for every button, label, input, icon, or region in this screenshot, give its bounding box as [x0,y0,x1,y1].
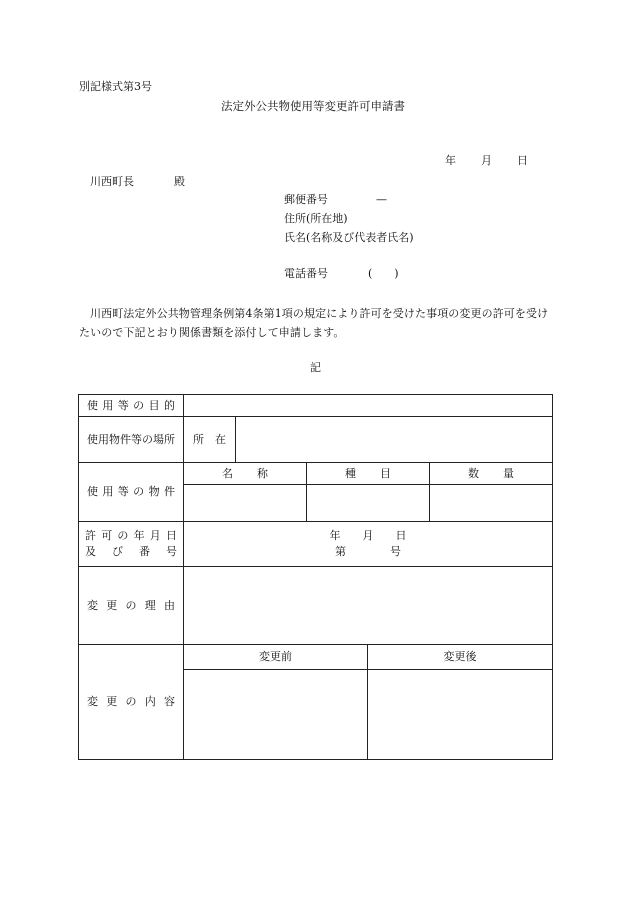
label-char: 変 [87,695,98,708]
before-input[interactable] [184,670,367,759]
item-name-input[interactable] [184,485,306,521]
item-qty-input[interactable] [430,485,552,521]
label-char: 等 [117,398,129,412]
label-char: 所 [193,432,204,446]
phone-label: 電話番号 [284,267,328,280]
label-char: 由 [164,598,175,612]
honorific: 殿 [174,175,185,188]
label-char: 名 [222,466,233,480]
purpose-input[interactable] [184,395,552,416]
label-char: 使 [87,485,98,498]
date-year-label: 年 [445,154,456,167]
reason-label [79,567,183,644]
item-type-input[interactable] [307,485,429,521]
label-char: 日 [165,529,177,542]
label-char: の [133,398,145,412]
document-title: 法定外公共物使用等変更許可申請書 [221,99,405,113]
label-char: 目 [148,398,160,412]
permit-label-line1 [85,528,177,544]
addressee [90,175,185,189]
label-char: 目 [380,466,391,480]
label-char: 件 [163,485,175,498]
label-char: の [125,695,137,708]
form-number: 別記様式第3号 [79,80,152,93]
label-char: 理 [144,598,156,612]
label-char: 年 [133,529,145,542]
col-qty-header [430,463,552,484]
submission-date [445,154,528,168]
name-label: 氏名(名称及び代表者氏名) [284,231,414,244]
items-label [79,463,183,521]
label-char: 種 [345,466,356,480]
location-input[interactable] [236,417,552,462]
permit-date-value: 年 月 日 [329,529,407,542]
permit-values[interactable] [184,522,552,566]
permit-number-value: 第 号 [335,545,401,558]
label-char: 量 [503,466,514,480]
label-char: 的 [163,398,175,412]
label-char: 月 [149,529,161,542]
content-label [79,645,183,759]
label-char: 可 [101,529,113,542]
after-input[interactable] [368,670,552,759]
label-char: 等 [117,485,129,498]
label-char: の [117,529,129,542]
phone-parens: ( ) [368,267,399,280]
col-name-header [184,463,306,484]
label-char: 使 [87,398,98,412]
label-char: 変 [87,598,98,612]
label-char: 数 [468,466,479,480]
phone-row [284,267,399,281]
label-char: 許 [85,529,96,542]
label-char: 及 [85,545,96,558]
label-char: 物 [148,485,160,498]
label-char: 用 [102,485,114,498]
label-char: 内 [144,695,156,708]
label-char: 容 [164,695,175,708]
address-label: 住所(所在地) [284,212,348,225]
postal-code-row [284,193,387,207]
permit-label [79,522,183,566]
application-table [78,394,553,760]
reason-input[interactable] [184,567,552,644]
col-type-header [307,463,429,484]
ki-heading: 記 [310,361,321,374]
application-statement: 川西町法定外公共物管理条例第4条第1項の規定により許可を受けた事項の変更の許可を受けたいので下記とおり関係書類を添付して申請します。 [79,307,549,339]
permit-label-line2 [85,544,177,560]
label-char: 更 [106,598,118,612]
label-char: 称 [257,466,268,480]
label-char: 更 [106,695,118,708]
label-char: の [125,598,137,612]
date-month-label: 月 [481,154,492,167]
after-header: 変更後 [443,650,477,663]
label-char: 番 [139,545,150,558]
label-char: 号 [166,545,177,558]
date-day-label: 日 [517,154,528,167]
mayor-title: 川西町長 [90,175,134,188]
label-char: の [133,485,145,498]
postal-code-dash: — [376,193,387,206]
postal-code-label: 郵便番号 [284,193,328,206]
location-sub-label [184,417,235,462]
label-char: び [112,545,123,558]
label-char: 在 [215,432,226,446]
before-header: 変更前 [259,650,292,663]
location-label: 使用物件等の場所 [87,432,175,446]
purpose-label [79,395,183,416]
label-char: 用 [102,398,114,412]
